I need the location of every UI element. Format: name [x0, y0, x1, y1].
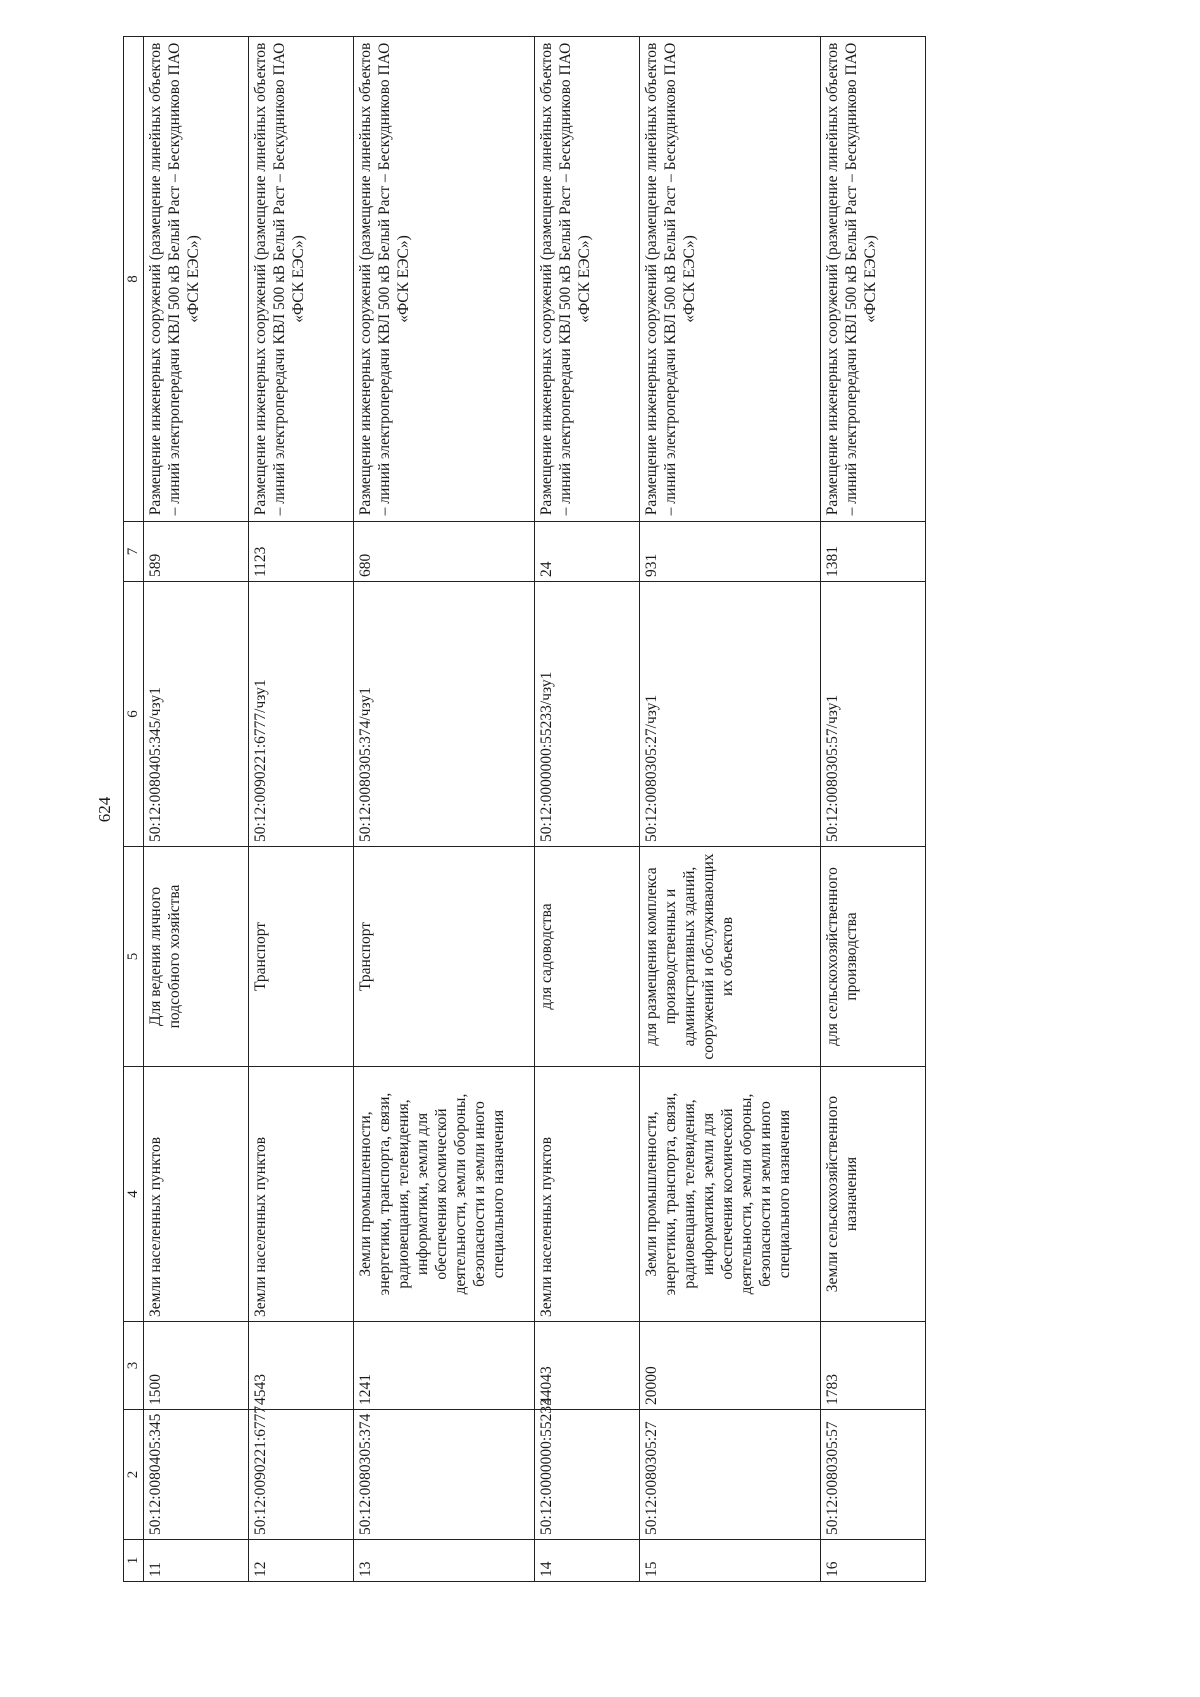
permitted-use: Для ведения личного подсобного хозяйства — [144, 847, 249, 1067]
encumbrance-purpose: Размещение инженерных сооружений (размещение линейных объектов – линий электропередачи КВЛ 500 кВ Белый Раст – Бескудниково ПАО «ФСК ЕЭС») — [821, 37, 926, 522]
part-area: 24 — [535, 522, 640, 582]
encumbrance-purpose: Размещение инженерных сооружений (размещение линейных объектов – линий электропередачи КВЛ 500 кВ Белый Раст – Бескудниково ПАО «ФСК ЕЭС») — [249, 37, 354, 522]
part-area: 1123 — [249, 522, 354, 582]
cadastral-number: 50:12:0080305:27 — [640, 1410, 821, 1540]
permitted-use: для садоводства — [535, 847, 640, 1067]
cadastral-number: 50:12:0000000:55233 — [535, 1410, 640, 1540]
land-category: Земли промышленности, энергетики, транспорта, связи, радиовещания, телевидения, информатики, земли для обеспечения космической деятельности, земли обороны, безопасности и земли иного специального назначения — [354, 1067, 535, 1322]
plot-area: 44043 — [535, 1322, 640, 1410]
table-row — [640, 37, 821, 1582]
column-number: 7 — [124, 522, 144, 582]
permitted-use: Транспорт — [249, 847, 354, 1067]
plot-part-number: 50:12:0090221:6777/чзу1 — [249, 582, 354, 847]
permitted-use: Транспорт — [354, 847, 535, 1067]
encumbrance-purpose: Размещение инженерных сооружений (размещение линейных объектов – линий электропередачи КВЛ 500 кВ Белый Раст – Бескудниково ПАО «ФСК ЕЭС») — [535, 37, 640, 522]
part-area: 1381 — [821, 522, 926, 582]
column-number-row — [124, 37, 144, 1582]
plot-part-number: 50:12:0080305:374/чзу1 — [354, 582, 535, 847]
permitted-use: для размещения комплекса производственных и административных зданий, сооружений и обслуживающих их объектов — [640, 847, 821, 1067]
part-area: 589 — [144, 522, 249, 582]
table-row — [354, 37, 535, 1582]
encumbrance-purpose: Размещение инженерных сооружений (размещение линейных объектов – линий электропередачи КВЛ 500 кВ Белый Раст – Бескудниково ПАО «ФСК ЕЭС») — [640, 37, 821, 522]
land-category: Земли сельскохозяйственного назначения — [821, 1067, 926, 1322]
plot-part-number: 50:12:0080305:57/чзу1 — [821, 582, 926, 847]
row-number: 14 — [535, 1540, 640, 1582]
cadastral-number: 50:12:0090221:6777 — [249, 1410, 354, 1540]
table-row — [821, 37, 926, 1582]
encumbrance-purpose: Размещение инженерных сооружений (размещение линейных объектов – линий электропередачи КВЛ 500 кВ Белый Раст – Бескудниково ПАО «ФСК ЕЭС») — [354, 37, 535, 522]
column-number: 4 — [124, 1067, 144, 1322]
plot-part-number: 50:12:0000000:55233/чзу1 — [535, 582, 640, 847]
plot-area: 4543 — [249, 1322, 354, 1410]
column-number: 2 — [124, 1410, 144, 1540]
column-number: 6 — [124, 582, 144, 847]
land-category: Земли населенных пунктов — [249, 1067, 354, 1322]
plot-part-number: 50:12:0080405:345/чзу1 — [144, 582, 249, 847]
row-number: 13 — [354, 1540, 535, 1582]
column-number: 8 — [124, 37, 144, 522]
land-category: Земли населенных пунктов — [144, 1067, 249, 1322]
plot-part-number: 50:12:0080305:27/чзу1 — [640, 582, 821, 847]
row-number: 12 — [249, 1540, 354, 1582]
cadastral-number: 50:12:0080405:345 — [144, 1410, 249, 1540]
cadastral-number: 50:12:0080305:57 — [821, 1410, 926, 1540]
column-number: 5 — [124, 847, 144, 1067]
column-number: 1 — [124, 1540, 144, 1582]
plot-area: 1500 — [144, 1322, 249, 1410]
column-number: 3 — [124, 1322, 144, 1410]
part-area: 680 — [354, 522, 535, 582]
permitted-use: для сельскохозяйственного производства — [821, 847, 926, 1067]
land-plots-table — [123, 36, 926, 1582]
document-sheet — [95, 37, 1110, 1582]
table-row — [535, 37, 640, 1582]
row-number: 16 — [821, 1540, 926, 1582]
plot-area: 1241 — [354, 1322, 535, 1410]
table-row — [144, 37, 249, 1582]
part-area: 931 — [640, 522, 821, 582]
row-number: 11 — [144, 1540, 249, 1582]
row-number: 15 — [640, 1540, 821, 1582]
table-row — [249, 37, 354, 1582]
page-number: 624 — [95, 796, 114, 823]
plot-area: 1783 — [821, 1322, 926, 1410]
cadastral-number: 50:12:0080305:374 — [354, 1410, 535, 1540]
land-category: Земли промышленности, энергетики, транспорта, связи, радиовещания, телевидения, информатики, земли для обеспечения космической деятельности, земли обороны, безопасности и земли иного специального назначения — [640, 1067, 821, 1322]
land-category: Земли населенных пунктов — [535, 1067, 640, 1322]
plot-area: 20000 — [640, 1322, 821, 1410]
encumbrance-purpose: Размещение инженерных сооружений (размещение линейных объектов – линий электропередачи КВЛ 500 кВ Белый Раст – Бескудниково ПАО «ФСК ЕЭС») — [144, 37, 249, 522]
